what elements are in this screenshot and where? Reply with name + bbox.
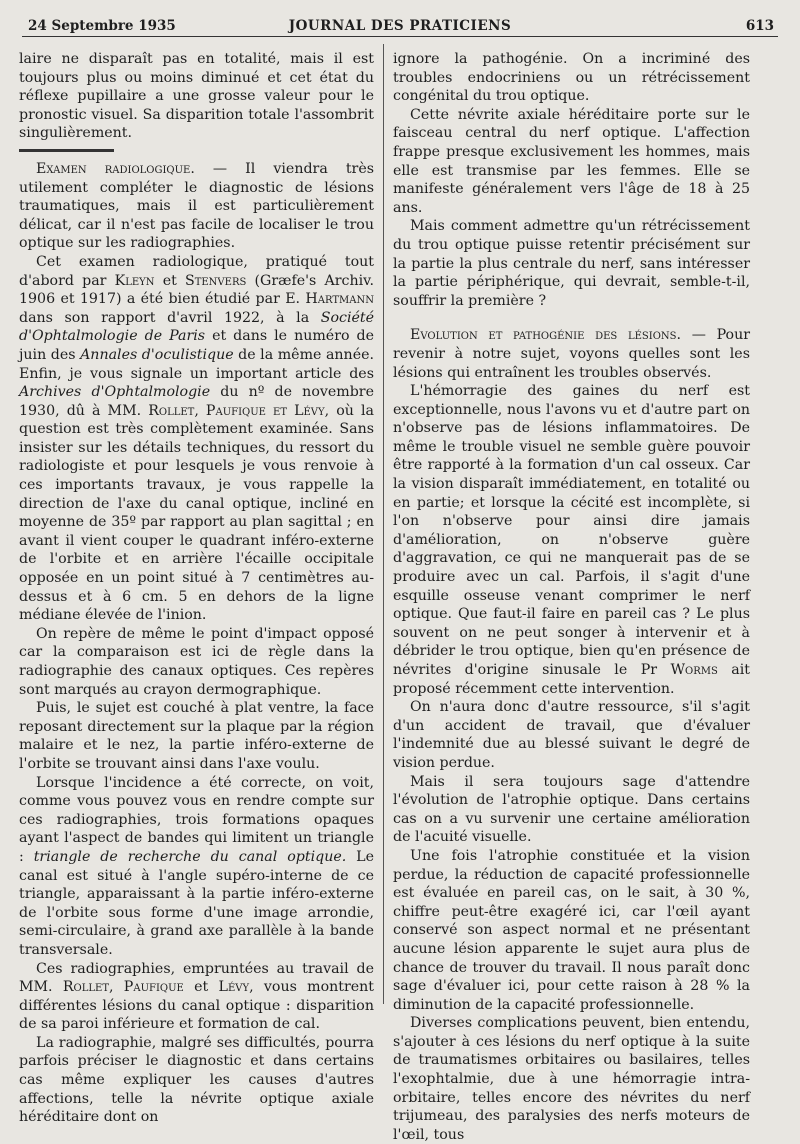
section-heading: Examen radiologique. (36, 160, 195, 177)
journal-name: Archives d'Ophtalmologie (19, 384, 211, 401)
author-name: Stenvers (184, 272, 247, 289)
left-column (19, 50, 374, 1127)
paragraph: Une fois l'atrophie constituée et la vision perdue, la réduction de capacité professionnelle est évaluée en pareil cas, on le sait, à 30 %, chiffre peut-être exagéré ici, car l'œil ayant conservé son aspect normal et ne présentant aucune lésion apparente le sujet aura plus de chance de trouver du travail. Il nous paraît donc sage d'évaluer ici, pour cette raison à 28 % la diminution de la capacité professionnelle. (393, 847, 750, 1013)
paragraph: L'hémorragie des gaines du nerf est exceptionnelle, nous l'avons vu et d'autre part on n'observe pas de lésions inflammatoires. De même le trouble visuel ne semble guère pouvoir être rapporté à la formation d'un cal osseux. Car la vision disparaît immédiatement, en totalité ou en partie; et lorsque la cécité est incomplète, si l'on n'observe pour ainsi dire jamais d'amélioration, on n'observe guère d'aggravation, ce qui ne manquerait pas de se produire avec un cal. Parfois, il s'agit d'une esquille osseuse venant comprimer le nerf optique. Que faut-il faire en pareil cas ? Le plus souvent on ne peut songer à intervenir et à débrider le trou optique, bien qu'en présence de névrites d'origine sinusale le Pr Worms ait proposé récemment cette intervention. (393, 383, 750, 697)
paragraph: Examen radiologique. — Il viendra très utilement compléter le diagnostic de lésions traumatiques, mais il est particulièrement délicat, car il n'est pas facile de localiser le trou optique sur les radiographies. (19, 160, 374, 252)
author-name: Worms (670, 662, 718, 678)
paragraph: Cet examen radiologique, pratiqué tout d'abord par Kleyn et Stenvers (Græfe's Archiv. 1906 et 1917) a été bien étudié par E. Hartmann dans son rapport d'avril 1922, à la Société d'Ophtalmologie de Paris et dans le numéro de juin des Annales d'oculistique de la même année. Enfin, je vous signale un important article des Archives d'Ophtalmologie du nº de novembre 1930, dû à MM. Rollet, Paufique et Lévy, où la question est très complètement examinée. Sans insister sur les détails techniques, du ressort du radiologiste et pour lesquels je vous renvoie à ces importants travaux, je vous rappelle la direction de l'axe du canal optique, incliné en moyenne de 35º par rapport au plan sagittal ; en avant il vient couper le quadrant inféro-externe de l'orbite et en arrière l'écaille occipitale opposée en un point situé à 7 centimètres au-dessus et à 6 cm. 5 en dehors de la ligne médiane élevée de l'inion. (19, 253, 374, 624)
journal-title: JOURNAL DES PRATICIENS (288, 18, 512, 34)
right-column (393, 50, 750, 1144)
author-names: Rollet, Paufique et Lévy (148, 402, 325, 419)
page-number: 613 (745, 18, 774, 34)
paragraph: ignore la pathogénie. On a incriminé des troubles endocriniens ou un rétrécissement congénital du trou optique. (393, 51, 750, 105)
title-abbrev: Pr (640, 662, 658, 678)
author-names: Rollet, Paufique (62, 979, 184, 996)
section-rule (19, 149, 114, 152)
journal-name: Annales d'oculistique (80, 346, 234, 363)
emphasis: triangle de recherche du canal optique. (33, 848, 347, 865)
paragraph: La radiographie, malgré ses difficultés, pourra parfois préciser le diagnostic et dans certains cas même expliquer les causes d'autres affections, telle la névrite optique axiale héréditaire dont on (19, 1034, 374, 1126)
paragraph: laire ne disparaît pas en totalité, mais il est toujours plus ou moins diminué et cet état du réflexe pupillaire a une grosse valeur pour le pronostic visuel. Sa disparition totale l'assombrit singulièrement. (19, 51, 374, 142)
section-heading: Evolution et pathogénie des lésions. (410, 327, 682, 344)
paragraph: Ces radiographies, empruntées au travail de MM. Rollet, Paufique et Lévy, vous montrent différentes lésions du canal optique : disparition de sa paroi inférieure et formation de cal. (19, 960, 375, 1033)
author-name: Lévy (218, 979, 250, 996)
paragraph: Lorsque l'incidence a été correcte, on voit, comme vous pouvez vous en rendre compte sur ces radiographies, trois formations opaques ayant l'aspect de bandes qui limitent un triangle : triangle de recherche du canal optique. Le canal est situé à l'angle supéro-interne de ce triangle, apparaissant à la partie inféro-externe de l'orbite sous forme d'une image arrondie, semi-circulaire, à grand axe parallèle à la bande transversale. (19, 774, 374, 958)
author-name: Hartmann (305, 291, 374, 308)
paragraph: Diverses complications peuvent, bien entendu, s'ajouter à ces lésions du nerf optique à la suite de traumatismes orbitaires ou basilaires, telles l'exophtalmie, due à une hémorragie intra-orbitaire, telles encore des névrites du nerf trijumeau, des paralysies des nerfs moteurs de l'œil, tous (393, 1015, 750, 1143)
paragraph: Mais comment admettre qu'un rétrécissement du trou optique puisse retentir précisément sur la partie la plus centrale du nerf, sans intéresser la partie périphérique, qui devrait, semble-t-il, souffrir la première ? (393, 218, 750, 309)
paragraph: Mais il sera toujours sage d'attendre l'évolution de l'atrophie optique. Dans certains cas on a vu survenir une certaine amélioration de l'acuité visuelle. (393, 773, 750, 846)
paragraph: On repère de même le point d'impact opposé car la comparaison est ici de règle dans la radiographie des canaux optiques. Ces repères sont marqués au crayon dermographique. (19, 625, 374, 698)
header-date: 24 Septembre 1935 (28, 18, 176, 34)
page-header (22, 14, 778, 37)
paragraph: On n'aura donc d'autre ressource, s'il s'agit d'un accident de travail, que d'évaluer l'indemnité due au blessé suivant le degré de vision perdue. (393, 699, 750, 771)
paragraph: Puis, le sujet est couché à plat ventre, la face reposant directement sur la plaque par la région malaire et le nez, la partie inféro-externe de l'orbite se trouvant ainsi dans l'axe voulu. (19, 700, 374, 772)
section-gap (393, 310, 750, 326)
author-name: Kleyn (114, 272, 155, 289)
society-name: Société d'Ophtalmologie de Paris (19, 309, 374, 345)
column-divider (383, 44, 384, 1004)
paragraph: Cette névrite axiale héréditaire porte sur le faisceau central du nerf optique. L'affection frappe presque exclusivement les hommes, mais elle est transmise par les femmes. Elle se manifeste généralement vers l'âge de 18 à 25 ans. (393, 106, 750, 216)
paragraph: Evolution et pathogénie des lésions. — Pour revenir à notre sujet, voyons quelles sont les lésions qui entraînent les troubles observés. (393, 327, 751, 381)
